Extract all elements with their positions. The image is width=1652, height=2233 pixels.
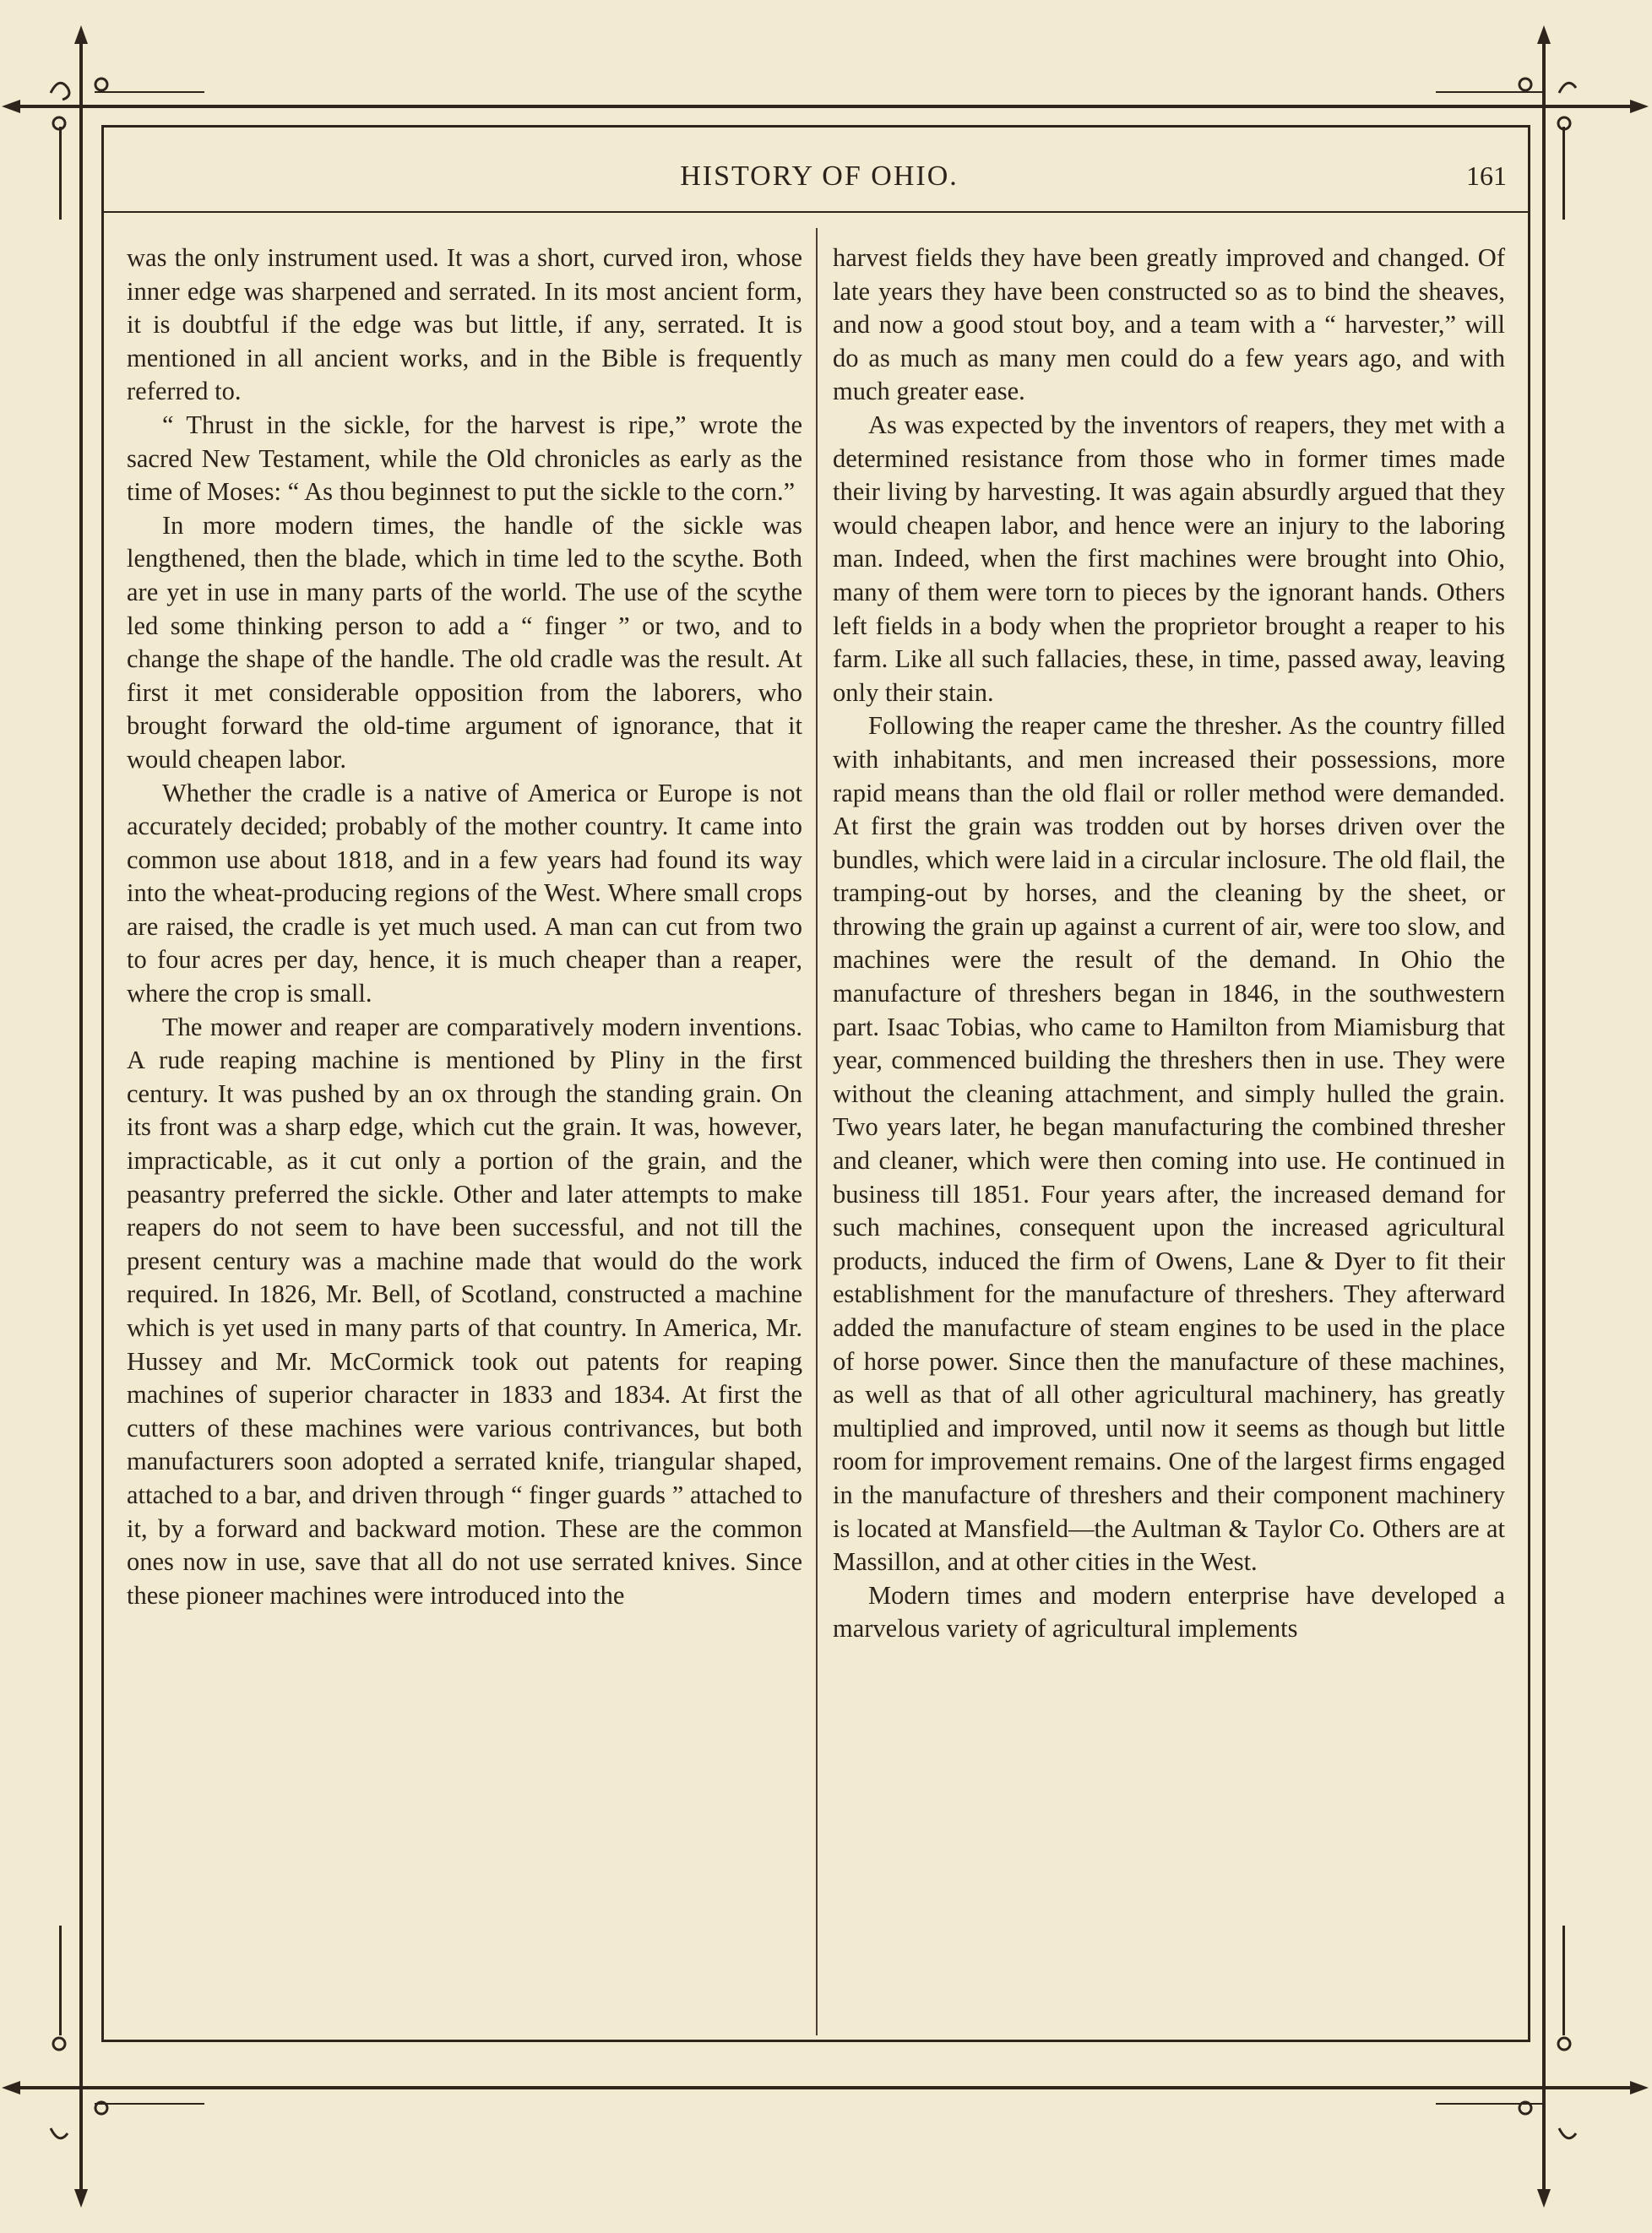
paragraph: “ Thrust in the sickle, for the harvest is ripe,” wrote the sacred New Testament, while the Old chronicles as early as the time of Moses: “ As thou beginnest to put the sickle to the corn.” [127, 410, 802, 507]
paragraph: harvest fields they have been greatly improved and changed. Of late years they have been constructed so as to bind the sheaves, and now a good stout boy, and a team with a “ harvester,” will do as much as many men could do a few years ago, and with much greater ease. [833, 243, 1505, 406]
column-divider [816, 228, 818, 2035]
header-rule [101, 211, 1530, 213]
paragraph: Following the reaper came the thresher. As the country filled with inhabitants, and men increased their possessions, more rapid means than the old flail or roller method were demanded. At first the grain was trodden out by horses driven over the bundles, which were laid in a circular inclosure. The old flail, the tramping-out by horses, and the cleaning by the sheet, or throwing the grain up against a current of air, were too slow, and machines were the result of the demand. In Ohio the manufacture of threshers began in 1846, in the southwestern part. Isaac Tobias, who came to Hamilton from Miamisburg that year, commenced building the threshers then in use. They were without the cleaning attachment, and simply hulled the grain. Two years later, he began manufacturing the combined thresher and cleaner, which were then coming into use. He continued in business till 1851. Four years after, the increased demand for such machines, consequent upon the increased agricultural products, induced the firm of Owens, Lane & Dyer to fit their establishment for the manufacture of threshers. They afterward added the manufacture of steam engines to be used in the place of horse power. Since then the manufacture of these machines, as well as that of all other agricultural machinery, has greatly multiplied and improved, until now it seems as though but little room for improvement remains. One of the largest firms engaged in the manufacture of threshers and their component machinery is located at Mansfield—the Aultman & Taylor Co. Others are at Massillon, and at other cities in the West. [833, 711, 1505, 1577]
paragraph: As was expected by the inventors of reapers, they met with a determined resistance from those who in former times made their living by harvesting. It was again absurdly argued that they would cheapen labor, and hence were an injury to the laboring man. Indeed, when the first machines were brought into Ohio, many of them were torn to pieces by the ignorant hands. Others left fields in a body when the proprietor brought a reaper to his farm. Like all such fallacies, these, in time, passed away, leaving only their stain. [833, 410, 1505, 707]
page-header [127, 160, 1512, 208]
paragraph: Modern times and modern enterprise have developed a marvelous variety of agricultural implements [833, 1580, 1505, 1644]
running-head: HISTORY OF OHIO. [680, 160, 959, 192]
paragraph: In more modern times, the handle of the sickle was lengthened, then the blade, which in time led to the scythe. Both are yet in use in many parts of the world. The use of the scythe led some thinking person to add a “ finger ” or two, and to change the shape of the handle. The old cradle was the result. At first it met considerable opposition from the laborers, who brought forward the old-time argument of ignorance, that it would cheapen labor. [127, 510, 802, 774]
page-number: 161 [1466, 160, 1507, 191]
left-column [127, 242, 802, 2032]
paragraph: was the only instrument used. It was a short, curved iron, whose inner edge was sharpened and serrated. In its most ancient form, it is doubtful if the edge was but little, if any, serrated. It is mentioned in all ancient works, and in the Bible is frequently referred to. [127, 243, 802, 406]
paragraph: Whether the cradle is a native of America or Europe is not accurately decided; probably of the mother country. It came into common use about 1818, and in a few years had found its way into the wheat-producing regions of the West. Where small crops are raised, the cradle is yet much used. A man can cut from two to four acres per day, hence, it is much cheaper than a reaper, where the crop is small. [127, 778, 802, 1008]
right-column [833, 242, 1505, 2032]
paragraph: The mower and reaper are comparatively modern inventions. A rude reaping machine is mentioned by Pliny in the first century. It was pushed by an ox through the standing grain. On its front was a sharp edge, which cut the grain. It was, however, impracticable, as it cut only a portion of the grain, and the peasantry preferred the sickle. Other and later attempts to make reapers do not seem to have been successful, and not till the present century was a machine made that would do the work required. In 1826, Mr. Bell, of Scotland, constructed a machine which is yet used in many parts of that country. In America, Mr. Hussey and Mr. McCormick took out patents for reaping machines of superior character in 1833 and 1834. At first the cutters of these machines were various contrivances, but both manufacturers soon adopted a serrated knife, triangular shaped, attached to a bar, and driven through “ finger guards ” attached to it, by a forward and backward motion. These are the common ones now in use, save that all do not use serrated knives. Since these pioneer machines were introduced into the [127, 1012, 802, 1610]
